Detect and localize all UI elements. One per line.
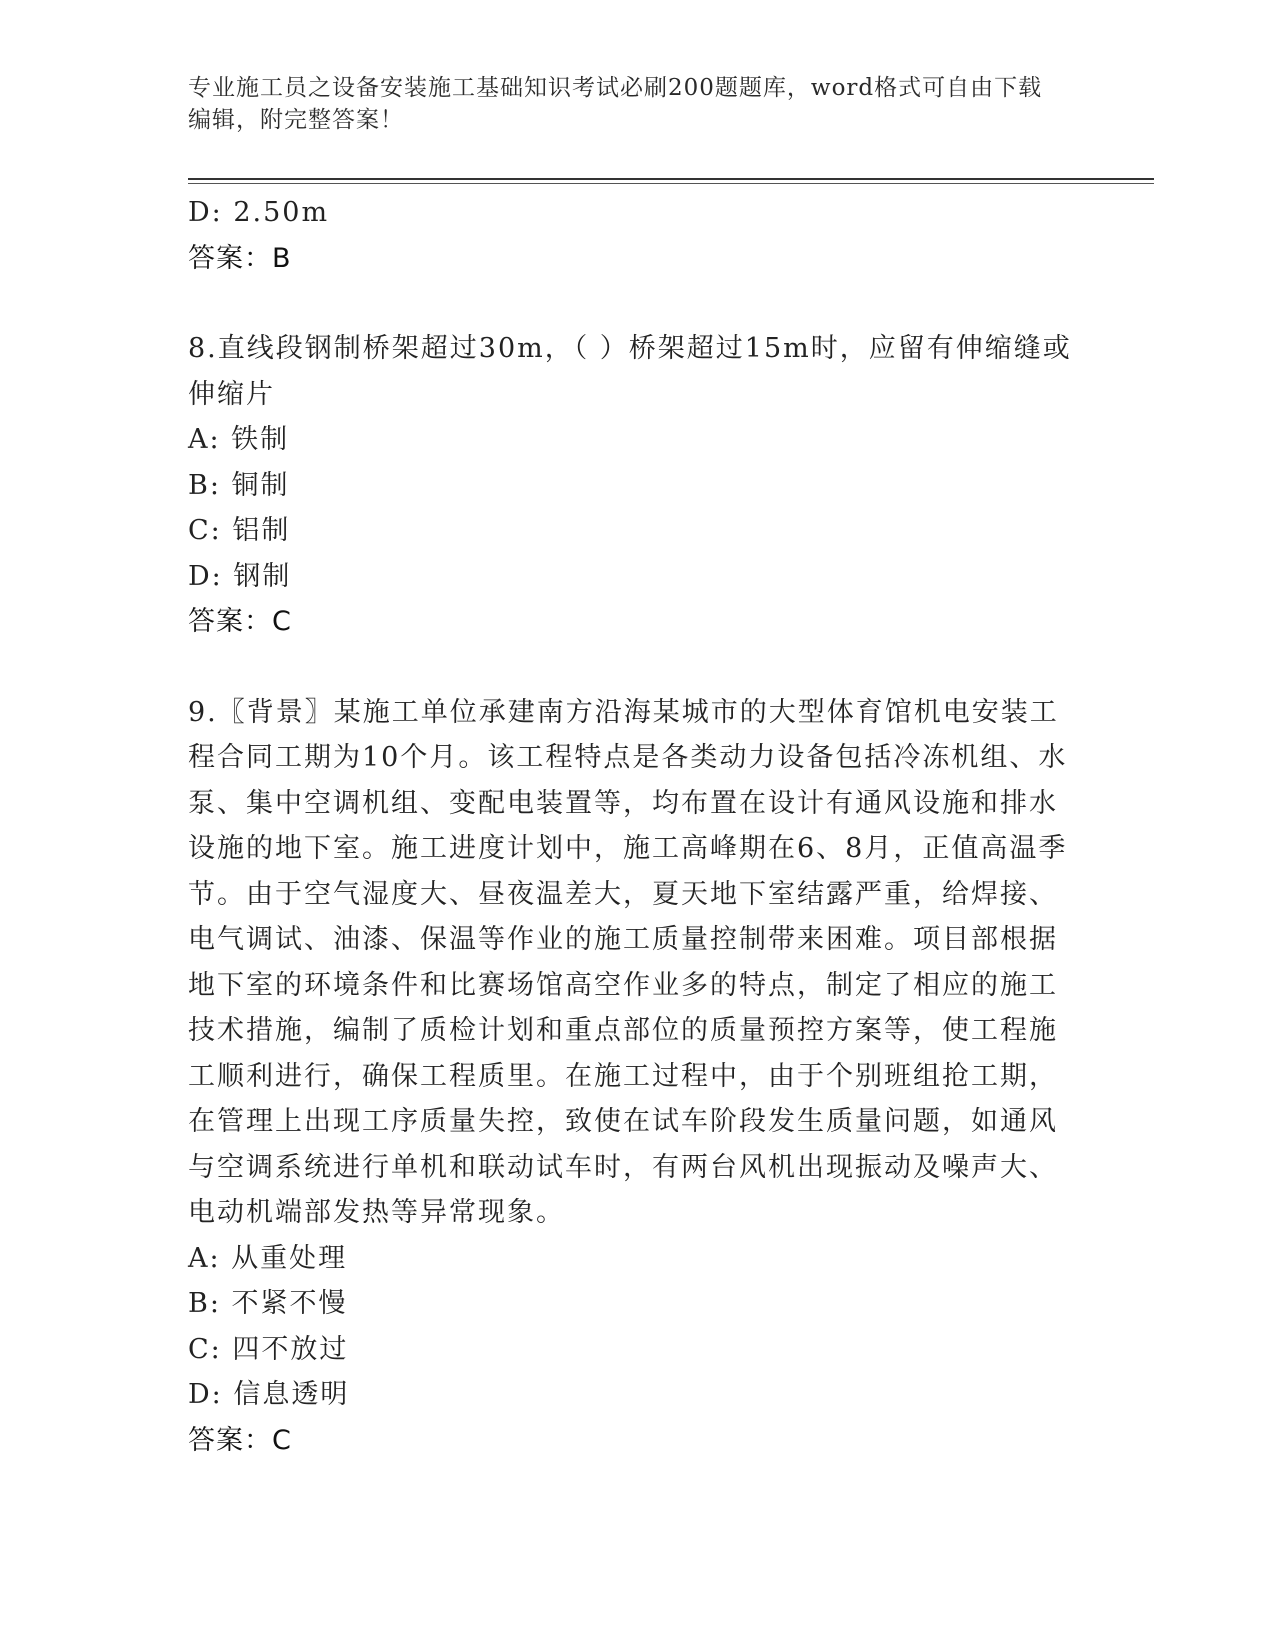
q9-answer: 答案：C [188, 1424, 292, 1456]
q8-option-b: B: 铜制 [188, 469, 290, 501]
q8-option-c: C: 铝制 [188, 515, 291, 546]
q9-stem-line-9: 工顺利进行，确保工程质里。在施工过程中，由于个别班组抢工期， [188, 1060, 1058, 1092]
q8-stem-line-2: 伸缩片 [188, 378, 275, 410]
q8-option-d: D: 钢制 [188, 560, 292, 592]
q9-stem-line-8: 技术措施，编制了质检计划和重点部位的质量预控方案等，使工程施 [188, 1015, 1058, 1046]
spacer [188, 645, 1088, 690]
page-header [188, 72, 1088, 136]
q9-stem-line-5: 节。由于空气湿度大、昼夜温差大，夏天地下室结露严重，给焊接、 [188, 878, 1058, 910]
q9-stem-line-6: 电气调试、油漆、保温等作业的施工质量控制带来困难。项目部根据 [188, 924, 1058, 955]
q7-option-d: D: 2.50m [188, 197, 330, 228]
header-title-line-1: 专业施工员之设备安装施工基础知识考试必刷200题题库，word格式可自由下载 [188, 75, 1043, 101]
q9-stem-line-4: 设施的地下室。施工进度计划中，施工高峰期在6、8月，正值高温季 [188, 833, 1068, 864]
question-content [188, 190, 1088, 1463]
q8-option-a: A: 铁制 [188, 424, 290, 455]
q8-stem-line-1: 8.直线段钢制桥架超过30m，（ ）桥架超过15m时，应留有伸缩缝或 [188, 333, 1072, 364]
q9-stem-line-2: 程合同工期为10个月。该工程特点是各类动力设备包括冷冻机组、水 [188, 742, 1068, 773]
q8-answer: 答案：C [188, 606, 292, 637]
q9-option-b: B: 不紧不慢 [188, 1288, 348, 1319]
header-divider-thick [188, 178, 1154, 180]
q9-stem-line-10: 在管理上出现工序质量失控，致使在试车阶段发生质量问题，如通风 [188, 1106, 1058, 1137]
spacer [188, 281, 1088, 326]
q9-stem-line-12: 电动机端部发热等异常现象。 [188, 1197, 565, 1228]
q9-stem-line-7: 地下室的环境条件和比赛场馆高空作业多的特点，制定了相应的施工 [188, 969, 1058, 1001]
q9-stem-line-3: 泵、集中空调机组、变配电装置等，均布置在设计有通风设施和排水 [188, 787, 1058, 819]
q9-option-a: A: 从重处理 [188, 1242, 348, 1274]
q9-stem-line-11: 与空调系统进行单机和联动试车时，有两台风机出现振动及噪声大、 [188, 1151, 1058, 1183]
question-7-tail [188, 190, 1088, 281]
q9-option-d: D: 信息透明 [188, 1379, 350, 1410]
q9-option-c: C: 四不放过 [188, 1333, 349, 1365]
q9-stem-line-1: 9.〖背景〗某施工单位承建南方沿海某城市的大型体育馆机电安装工 [188, 696, 1059, 728]
q7-answer: 答案：B [188, 242, 292, 274]
header-title-line-2: 编辑，附完整答案！ [188, 107, 404, 133]
question-8 [188, 326, 1088, 645]
question-9 [188, 690, 1088, 1464]
header-divider-thin [188, 183, 1154, 184]
